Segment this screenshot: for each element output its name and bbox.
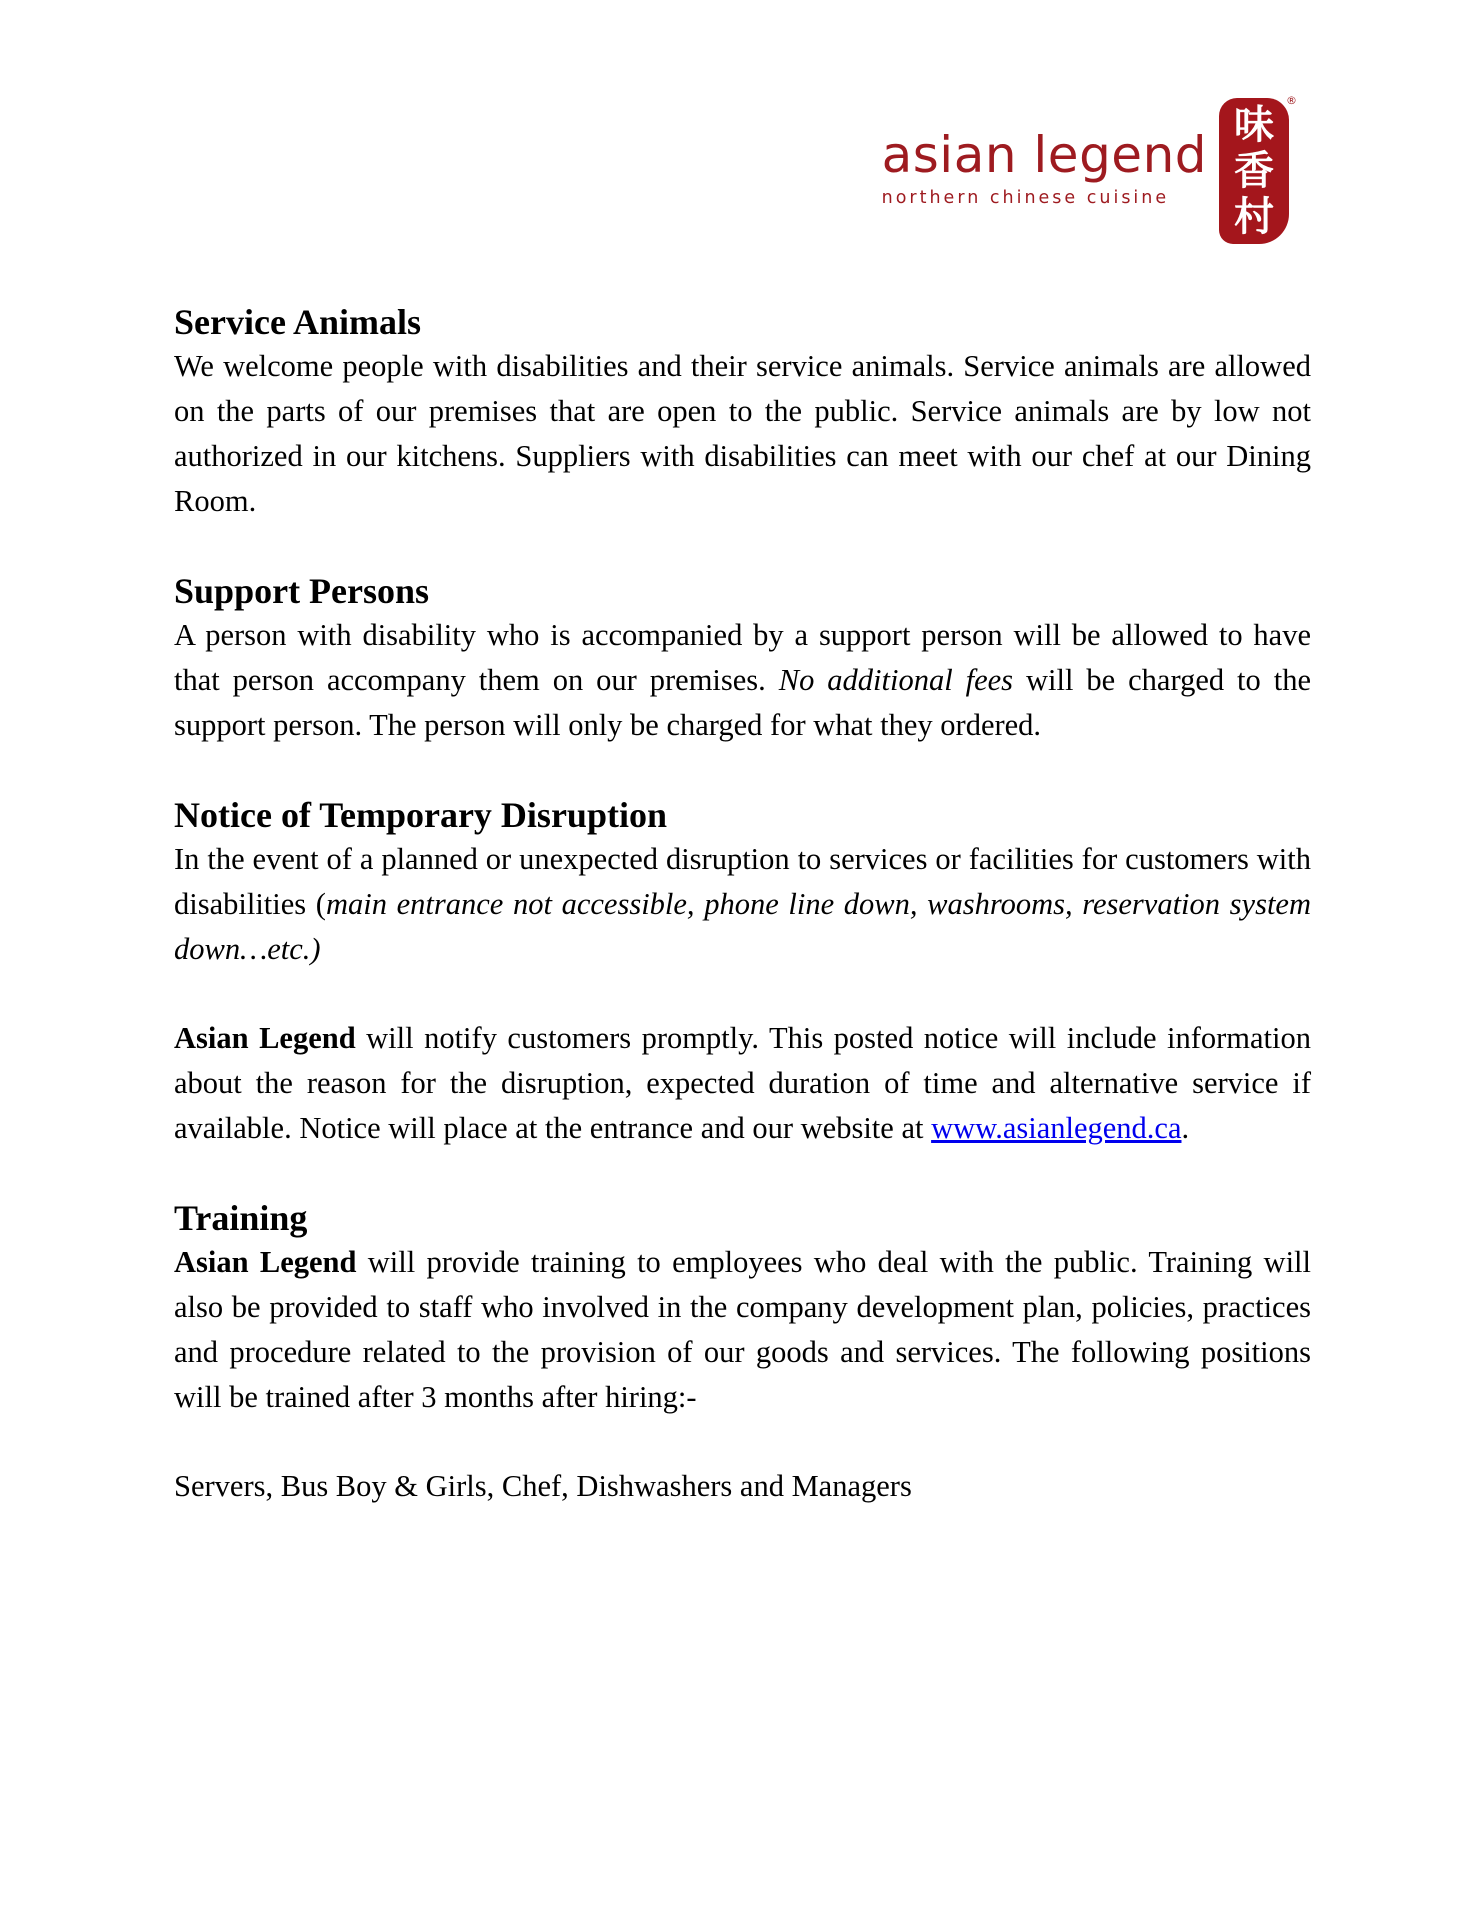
section-service-animals [174, 300, 1311, 524]
training-text-body: will provide training to employees who deal with the public. Training will also be provided to staff who involved in the company development plan, policies, practices and procedure related to the provision of our goods and services. The following positions will be trained after 3 months after hiring:- [174, 1245, 1311, 1414]
training-text [174, 1240, 1311, 1420]
support-persons-text-start: A person with disability who is accompanied by a support person will be allowed to have that person accompany them on our premises. [174, 618, 1311, 697]
support-persons-text [174, 613, 1311, 748]
notification-text-body: will notify customers promptly. This posted notice will include information about the reason for the disruption, expected duration of time and alternative service if available. Notice will place at the entrance and our website at [174, 1021, 1311, 1145]
heading-service-animals: Service Animals [174, 302, 421, 342]
logo-tagline: northern chinese cuisine [881, 188, 1170, 208]
seal-char-1: 味 [1234, 102, 1274, 148]
disruption-examples-italic: main entrance not accessible, phone line down, washrooms, reservation system down…etc.) [174, 887, 1311, 966]
support-persons-text-end: will be charged to the support person. The person will only be charged for what they ordered. [174, 663, 1311, 742]
heading-temporary-disruption: Notice of Temporary Disruption [174, 795, 667, 835]
heading-training: Training [174, 1198, 308, 1238]
service-animals-text: We welcome people with disabilities and their service animals. Service animals are allowed on the parts of our premises that are open to the public. Service animals are by low not authorized in our kitchens. Suppliers with disabilities can meet with our chef at our Dining Room. [174, 349, 1311, 518]
logo-seal [1219, 98, 1289, 244]
section-training [174, 1196, 1311, 1509]
heading-support-persons: Support Persons [174, 571, 430, 611]
notification-text-end: . [1181, 1111, 1190, 1145]
document-content [174, 300, 1311, 1554]
no-additional-fees-italic: No additional fees [778, 663, 1014, 697]
logo-name: asian legend [881, 126, 1207, 184]
notification-text [174, 1016, 1311, 1151]
registered-mark: ® [1286, 94, 1297, 107]
section-support-persons [174, 569, 1311, 748]
asian-legend-logo [881, 94, 1297, 246]
disruption-text-start: In the event of a planned or unexpected disruption to services or facilities for customers with disabilities ( [174, 842, 1311, 921]
seal-char-3: 村 [1234, 194, 1274, 240]
website-link[interactable]: www.asianlegend.ca [931, 1111, 1182, 1145]
training-positions: Servers, Bus Boy & Girls, Chef, Dishwashers and Managers [174, 1469, 912, 1503]
seal-char-2: 香 [1234, 148, 1274, 194]
company-name-bold: Asian Legend [174, 1245, 357, 1279]
disruption-text [174, 837, 1311, 972]
logo-text-block [882, 128, 1207, 210]
company-name-bold: Asian Legend [174, 1021, 356, 1055]
section-temporary-disruption [174, 793, 1311, 1151]
